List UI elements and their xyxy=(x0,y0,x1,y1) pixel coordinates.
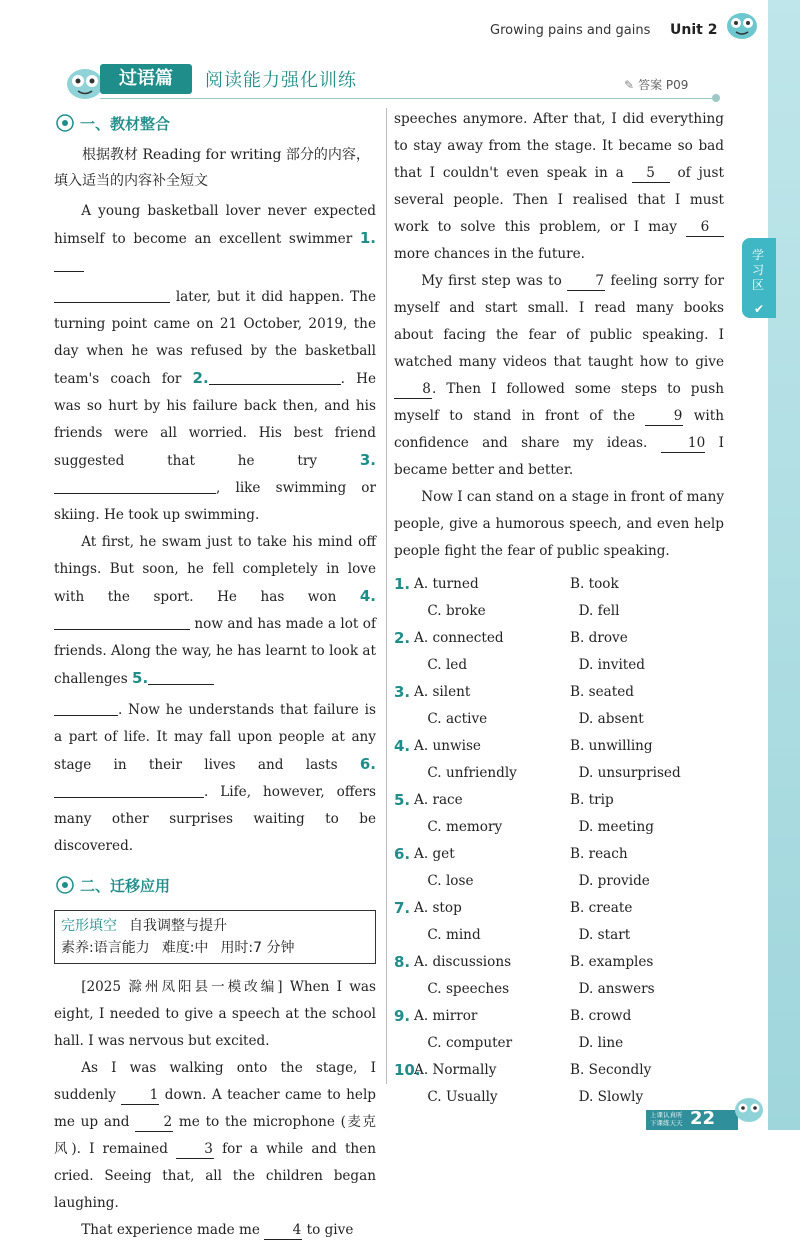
cloze-blank[interactable]: 5 xyxy=(632,164,670,183)
section-banner-subtitle: 阅读能力强化训练 xyxy=(205,70,357,91)
option-a[interactable]: A. Normally xyxy=(414,1062,497,1078)
flower-icon xyxy=(54,875,76,895)
right-decorative-strip xyxy=(768,0,800,1130)
option-c[interactable]: C. Usually xyxy=(427,1089,498,1105)
option-row xyxy=(394,625,724,652)
cloze-paragraph-3a: That experience made me 4 to give xyxy=(81,1222,354,1238)
cloze-blank[interactable]: 9 xyxy=(645,407,683,426)
running-header-unit: Unit 2 xyxy=(670,22,718,38)
option-b[interactable]: B. took xyxy=(570,576,619,592)
task-type-row xyxy=(61,915,369,937)
option-d[interactable]: D. fell xyxy=(578,603,620,619)
option-d[interactable]: D. invited xyxy=(578,657,646,673)
option-a[interactable]: A. connected xyxy=(414,630,504,646)
section1-title: 一、教材整合 xyxy=(80,114,171,133)
cloze-blank[interactable]: 3 xyxy=(176,1140,214,1159)
option-row xyxy=(394,868,724,895)
option-c[interactable]: C. broke xyxy=(427,603,486,619)
option-c[interactable]: C. active xyxy=(427,711,488,727)
option-row xyxy=(394,949,724,976)
cloze-blank[interactable]: 10 xyxy=(661,434,706,453)
option-c[interactable]: C. unfriendly xyxy=(427,765,517,781)
option-row xyxy=(394,814,724,841)
cloze-paragraph-4: My first step was to 7 feeling sorry for myself and start small. I read many books about facing the fear of public speaking. I watched many videos that taught how to give 8. Then I followed some steps to push myself to stand in front of the 9 with confidence and share my ideas. 10 I became better and better. xyxy=(394,273,724,478)
cloze-paragraph-3b: speeches anymore. After that, I did everything to stay away from the stage. It became so bad that I couldn't even speak in a 5 of just several people. Then I realised that I must work to solve this problem, or I may 6 more chances in the future. xyxy=(394,111,724,262)
option-d[interactable]: D. start xyxy=(578,927,631,943)
footer-slogan-line1: 上课认真听 xyxy=(650,1111,683,1119)
option-a[interactable]: A. stop xyxy=(414,900,462,916)
banner-rule xyxy=(100,98,720,99)
page-number: 22 xyxy=(690,1108,716,1129)
flower-icon xyxy=(54,113,76,133)
section1-paragraph-1: A young basketball lover never expected himself to become an excellent swimmer 1. later, but it did happen. The turning point came on 21 October, 2019, the day when he was refused by the basketball team's coach for 2. . He was so hurt by his failure back then, and his friends were all worried. His best friend suggested that he try 3., like swimming or skiing. He took up swimming. xyxy=(54,203,376,523)
option-row xyxy=(394,841,724,868)
task-meta-row xyxy=(61,937,369,959)
pen-icon: ✎ xyxy=(624,78,635,92)
check-icon: ✔ xyxy=(754,302,765,316)
option-row xyxy=(394,652,724,679)
answer-reference xyxy=(624,76,688,93)
task-time: 用时:7 分钟 xyxy=(220,940,295,956)
option-row xyxy=(394,1030,724,1057)
option-d[interactable]: D. unsurprised xyxy=(578,765,681,781)
column-divider xyxy=(386,108,387,1084)
option-c[interactable]: C. mind xyxy=(427,927,481,943)
option-row xyxy=(394,706,724,733)
banner-rule-dot xyxy=(712,94,720,102)
option-b[interactable]: B. crowd xyxy=(570,1008,632,1024)
fill-blank[interactable] xyxy=(54,613,190,630)
cloze-blank[interactable]: 7 xyxy=(567,272,605,291)
blank-number: 1. xyxy=(359,229,376,247)
blank-number: 4. xyxy=(359,587,376,605)
blank-number: 6. xyxy=(359,755,376,773)
option-row xyxy=(394,571,724,598)
option-row xyxy=(394,733,724,760)
question-number: 6. xyxy=(394,845,411,863)
cloze-paragraph-1: [2025 滁州凤阳县一模改编] When I was eight, I needed to give a speech at the school hall. I was nervous but excited. xyxy=(54,979,376,1049)
cloze-blank[interactable]: 1 xyxy=(121,1086,159,1105)
section2-title: 二、迁移应用 xyxy=(80,876,171,895)
option-b[interactable]: B. Secondly xyxy=(570,1062,652,1078)
question-number: 5. xyxy=(394,791,411,809)
option-row xyxy=(394,598,724,625)
option-d[interactable]: D. provide xyxy=(578,873,650,889)
option-row xyxy=(394,1003,724,1030)
cloze-paragraph-5: Now I can stand on a stage in front of many people, give a humorous speech, and even help people fight the fear of public speaking. xyxy=(394,489,724,559)
answer-reference-text: 答案 P09 xyxy=(638,78,689,92)
option-d[interactable]: D. answers xyxy=(578,981,655,997)
mascot-icon xyxy=(722,6,762,42)
options-list xyxy=(394,571,724,1111)
option-c[interactable]: C. memory xyxy=(427,819,503,835)
option-row xyxy=(394,1057,724,1084)
cloze-paragraph-2: As I was walking onto the stage, I suddenly 1 down. A teacher came to help me up and 2 me to the microphone (麦克风). I remained 3 for a while and then cried. Seeing that, all the children began laughing. xyxy=(54,1060,376,1211)
question-number: 7. xyxy=(394,899,411,917)
fill-blank[interactable] xyxy=(54,781,204,798)
option-b[interactable]: B. unwilling xyxy=(570,738,653,754)
section2-heading xyxy=(54,872,376,898)
option-a[interactable]: A. unwise xyxy=(414,738,481,754)
option-a[interactable]: A. silent xyxy=(414,684,471,700)
fill-blank[interactable] xyxy=(148,668,214,685)
cloze-blank[interactable]: 2 xyxy=(135,1113,173,1132)
option-b[interactable]: B. reach xyxy=(570,846,628,862)
running-header-title: Growing pains and gains xyxy=(490,23,651,38)
option-b[interactable]: B. create xyxy=(570,900,633,916)
section-banner-title: 过语篇 xyxy=(100,64,192,94)
task-type-label: 完形填空 xyxy=(61,918,117,934)
cloze-blank[interactable]: 8 xyxy=(394,380,432,399)
option-a[interactable]: A. get xyxy=(414,846,455,862)
option-c[interactable]: C. speeches xyxy=(427,981,510,997)
option-c[interactable]: C. computer xyxy=(427,1035,513,1051)
option-row xyxy=(394,679,724,706)
footer-mascot-icon xyxy=(730,1090,768,1126)
cloze-blank[interactable]: 4 xyxy=(264,1221,302,1240)
footer-slogan-line2: 下课练天天 xyxy=(650,1119,683,1127)
option-a[interactable]: A. race xyxy=(414,792,463,808)
option-b[interactable]: B. trip xyxy=(570,792,614,808)
option-row xyxy=(394,787,724,814)
right-column xyxy=(394,106,724,1111)
task-literacy: 素养:语言能力 xyxy=(61,940,150,956)
section1-paragraph-2: At first, he swam just to take his mind off things. But soon, he fell completely in love with the sport. He has won 4. now and has made a lot of friends. Along the way, he has learnt to look at challenges 5. . Now he understands that failure is a part of life. It may fall upon people at any stage in their lives and lasts 6.. Life, however, offers many other surprises waiting to be discovered. xyxy=(54,534,376,854)
side-tab-study-area[interactable] xyxy=(742,238,776,318)
option-d[interactable]: D. Slowly xyxy=(578,1089,644,1105)
option-b[interactable]: B. examples xyxy=(570,954,654,970)
question-number: 10. xyxy=(394,1061,421,1079)
fill-blank[interactable] xyxy=(209,368,341,385)
option-row xyxy=(394,760,724,787)
blank-number: 2. xyxy=(192,369,209,387)
option-c[interactable]: C. lose xyxy=(427,873,474,889)
question-number: 2. xyxy=(394,629,411,647)
option-d[interactable]: D. line xyxy=(578,1035,624,1051)
option-b[interactable]: B. drove xyxy=(570,630,628,646)
option-row xyxy=(394,895,724,922)
fill-blank[interactable] xyxy=(54,286,170,303)
blank-number: 3. xyxy=(359,451,376,469)
question-number: 4. xyxy=(394,737,411,755)
source-note: [2025 滁州凤阳县一模改编] xyxy=(81,979,283,995)
left-column xyxy=(54,108,376,1244)
option-d[interactable]: D. absent xyxy=(578,711,644,727)
task-difficulty: 难度:中 xyxy=(161,940,209,956)
option-row xyxy=(394,922,724,949)
side-tab-label: 学习区 xyxy=(751,248,764,292)
option-row xyxy=(394,1084,724,1111)
task-type-value: 自我调整与提升 xyxy=(129,918,227,934)
option-a[interactable]: A. discussions xyxy=(414,954,512,970)
blank-number: 5. xyxy=(132,669,149,687)
question-number: 3. xyxy=(394,683,411,701)
question-number: 9. xyxy=(394,1007,411,1025)
question-number: 1. xyxy=(394,575,411,593)
section1-instruction: 根据教材 Reading for writing 部分的内容，填入适当的内容补全短文 xyxy=(54,147,370,189)
cloze-blank[interactable]: 6 xyxy=(686,218,724,237)
option-a[interactable]: A. turned xyxy=(414,576,479,592)
option-d[interactable]: D. meeting xyxy=(578,819,654,835)
option-c[interactable]: C. led xyxy=(427,657,468,673)
task-info-box xyxy=(54,910,376,964)
fill-blank[interactable] xyxy=(54,477,216,494)
option-b[interactable]: B. seated xyxy=(570,684,634,700)
fill-blank[interactable] xyxy=(54,699,118,716)
option-row xyxy=(394,976,724,1003)
question-number: 8. xyxy=(394,953,411,971)
fill-blank[interactable] xyxy=(54,255,84,272)
footer-slogan xyxy=(650,1111,683,1127)
section1-heading xyxy=(54,110,376,136)
option-a[interactable]: A. mirror xyxy=(414,1008,478,1024)
